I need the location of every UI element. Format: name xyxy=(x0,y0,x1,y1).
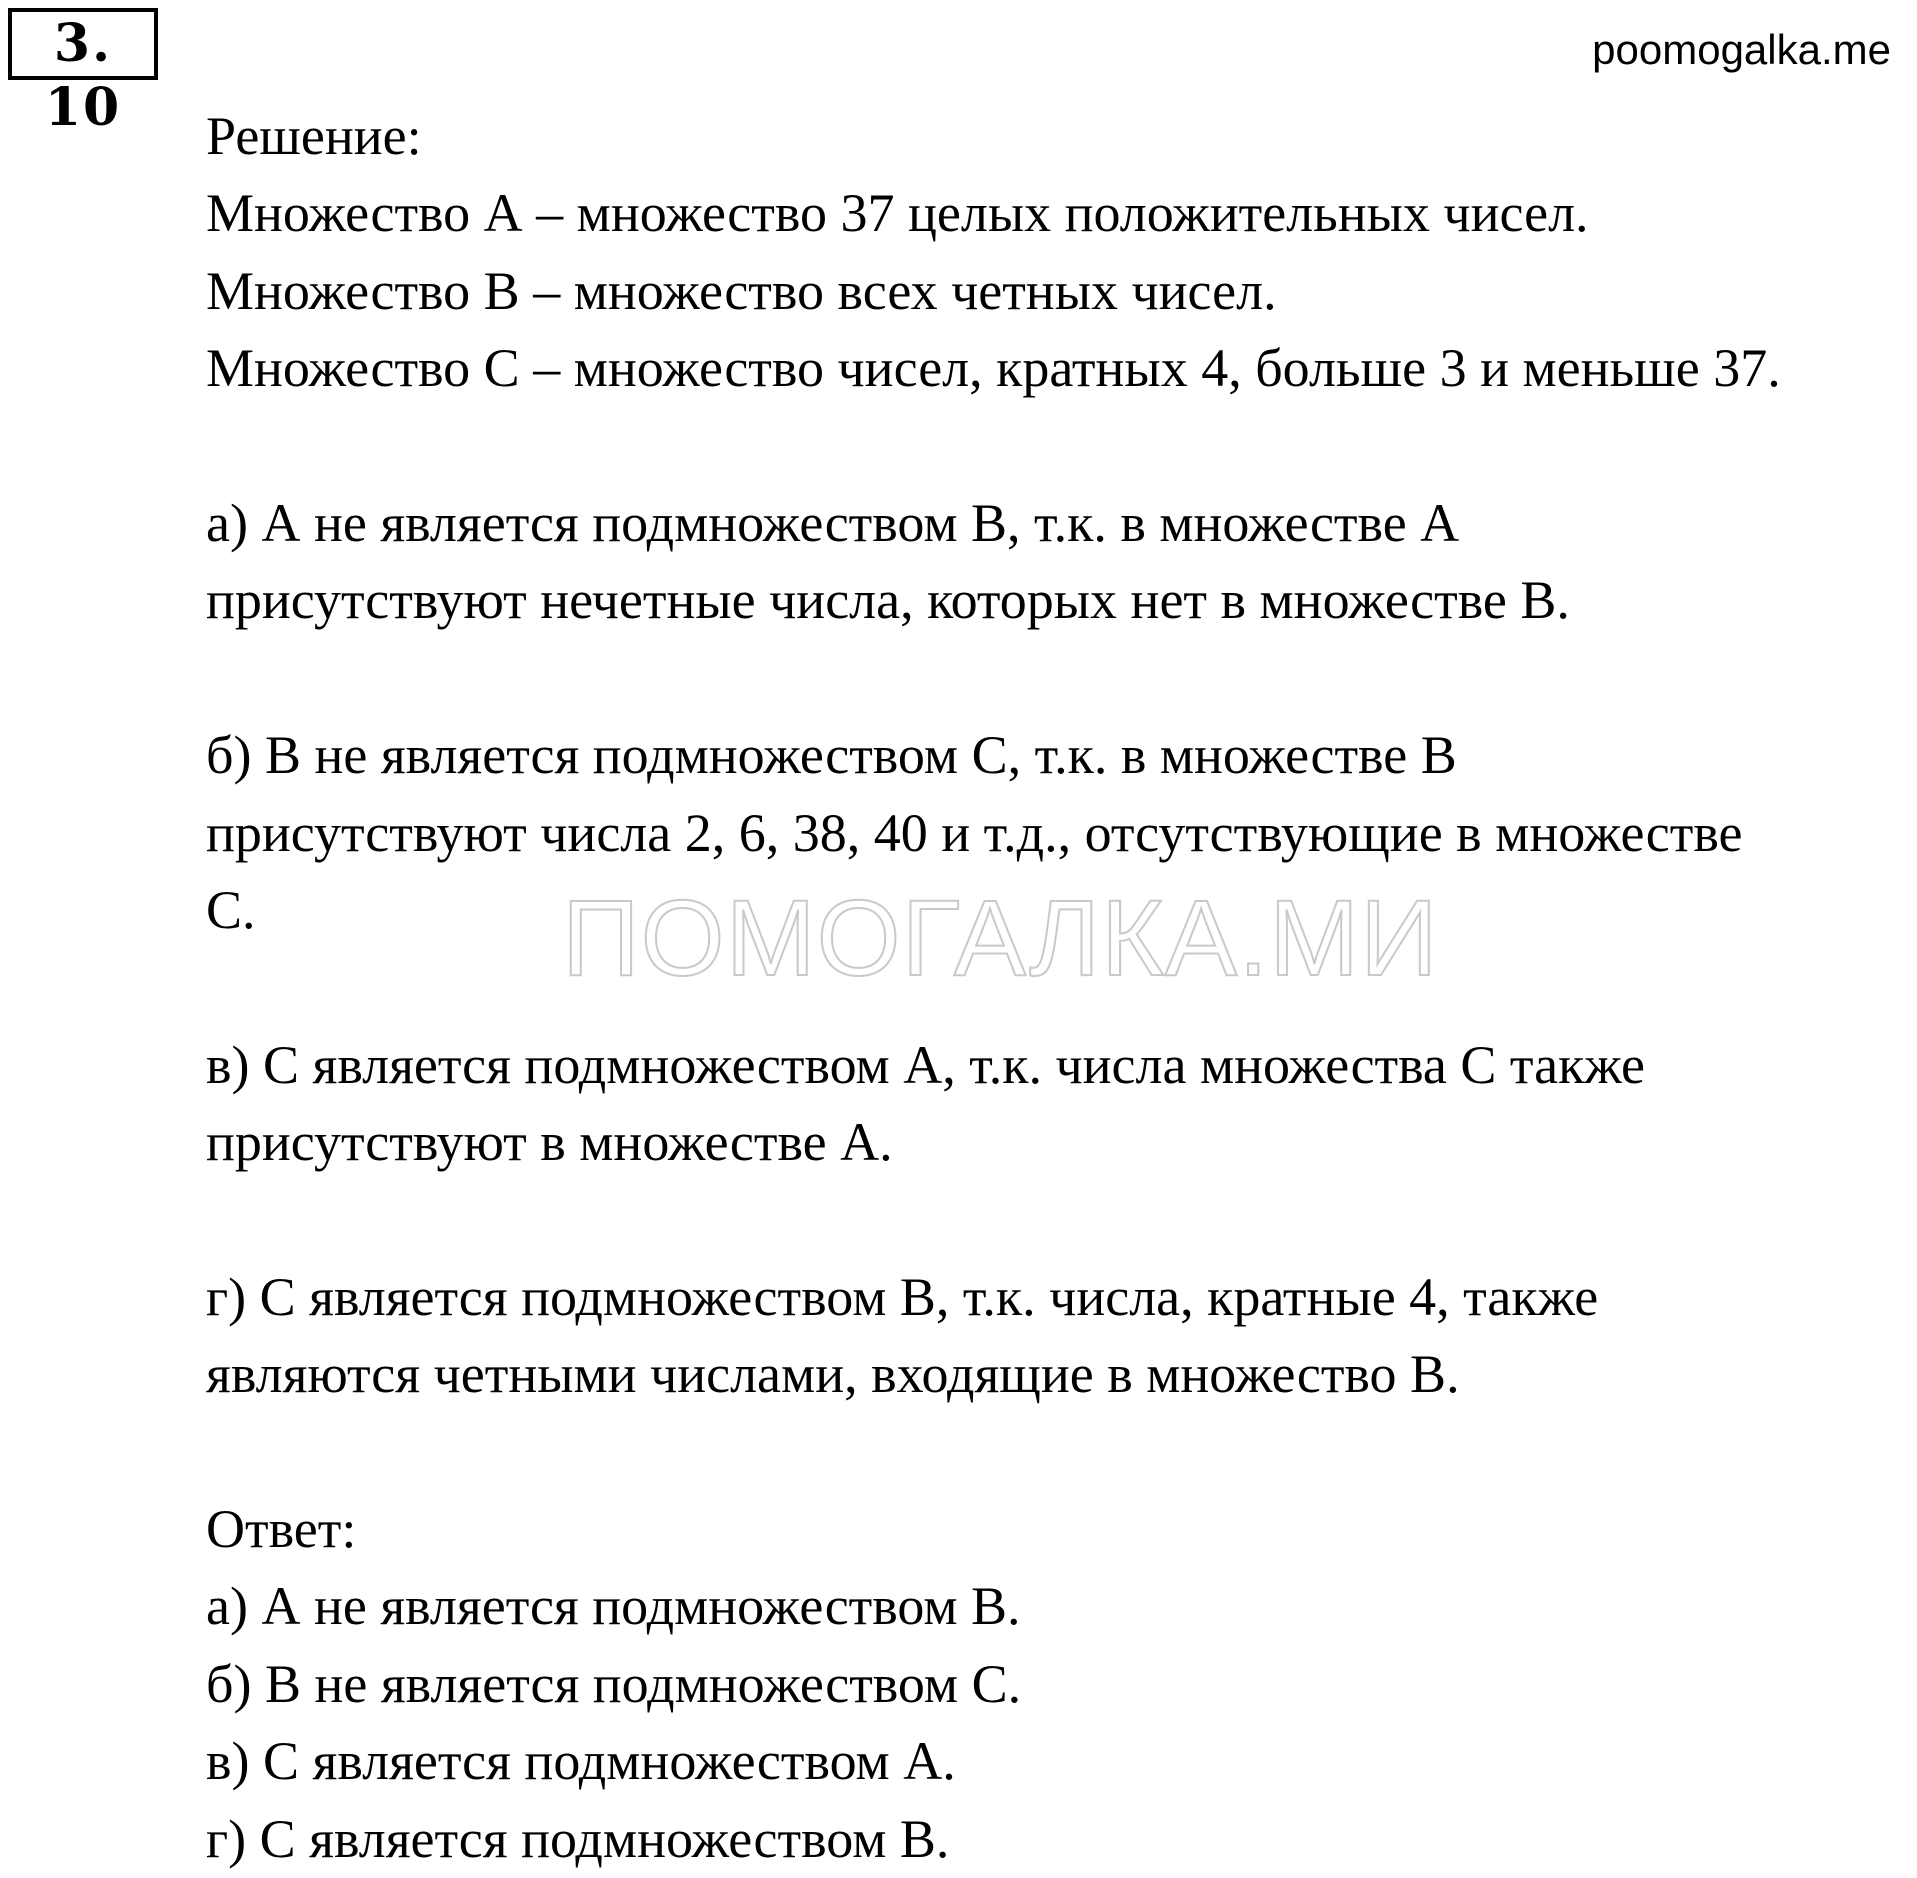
spacer xyxy=(206,408,1906,485)
part-a-line-2: присутствуют нечетные числа, которых нет в множестве В. xyxy=(206,570,1570,631)
part-v-line-1: в) С является подмножеством А, т.к. числа множества С также xyxy=(206,1034,1645,1095)
solution-label: Решение: xyxy=(206,106,422,166)
set-b-definition: Множество В – множество всех четных чисел. xyxy=(206,260,1277,321)
problem-number-box: 3. 10 xyxy=(8,8,158,80)
answer-item-b: б) В не является подмножеством С. xyxy=(206,1653,1022,1714)
answer-item-g: г) С является подмножеством В. xyxy=(206,1808,950,1869)
spacer xyxy=(206,640,1906,717)
spacer xyxy=(206,1181,1906,1258)
answer-item-v: в) С является подмножеством А. xyxy=(206,1731,956,1792)
set-a-definition: Множество А – множество 37 целых положительных чисел. xyxy=(206,183,1589,244)
answer-item-a: а) А не является подмножеством В. xyxy=(206,1576,1021,1637)
part-a-line-1: а) А не является подмножеством В, т.к. в множестве А xyxy=(206,492,1460,553)
part-b-line-3: С. xyxy=(206,879,256,940)
spacer xyxy=(206,1414,1906,1491)
site-name: poomogalka.me xyxy=(1592,26,1891,73)
part-b-line-1: б) В не является подмножеством С, т.к. в множестве В xyxy=(206,725,1457,786)
part-b-line-2: присутствуют числа 2, 6, 38, 40 и т.д., отсутствующие в множестве xyxy=(206,802,1743,863)
part-g-line-2: являются четными числами, входящие в множество В. xyxy=(206,1344,1460,1405)
answer-label: Ответ: xyxy=(206,1499,357,1560)
set-c-definition: Множество С – множество чисел, кратных 4, больше 3 и меньше 37. xyxy=(206,338,1781,399)
part-v-line-2: присутствуют в множестве А. xyxy=(206,1112,893,1173)
watermark: ПОМОГАЛКА.МИ xyxy=(562,877,1439,998)
part-g-line-1: г) С является подмножеством В, т.к. числа, кратные 4, также xyxy=(206,1266,1599,1327)
